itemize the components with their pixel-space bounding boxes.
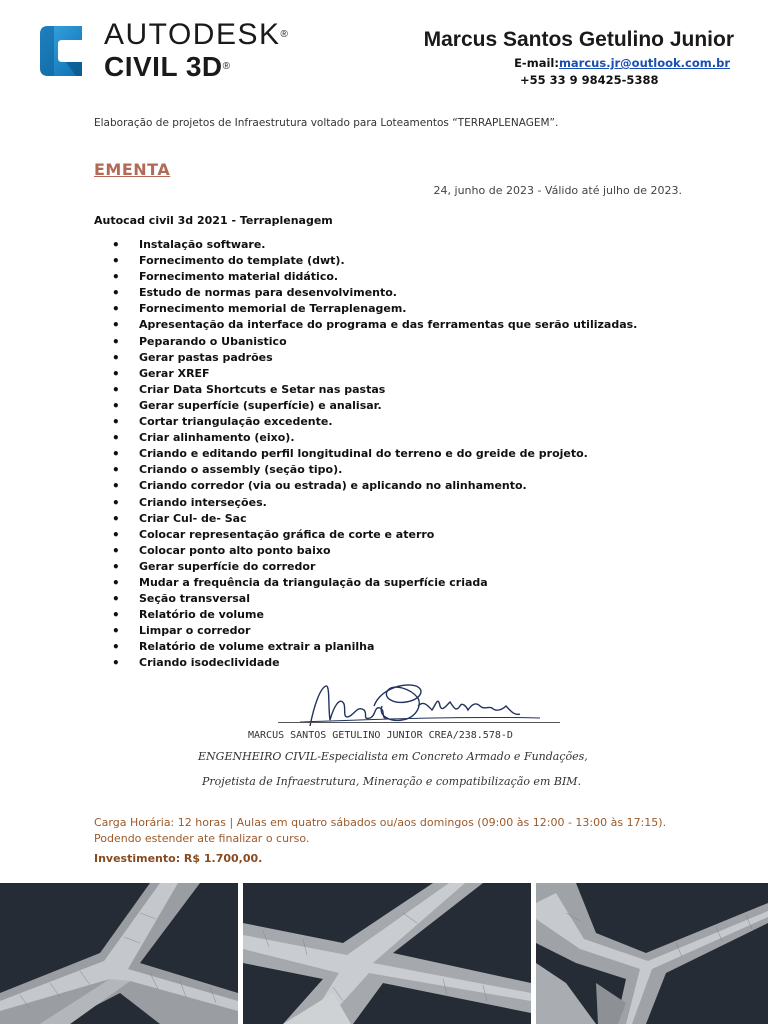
email-line bbox=[514, 56, 730, 70]
email-label: E-mail: bbox=[514, 56, 559, 70]
phone-number: +55 33 9 98425-5388 bbox=[520, 73, 659, 87]
list-item: • Gerar superfície (superfície) e analisar. bbox=[112, 398, 637, 414]
brand-line-civil3d: CIVIL 3D® bbox=[104, 51, 231, 82]
person-name: Marcus Santos Getulino Junior bbox=[423, 28, 734, 51]
signature-title-line-2: Projetista de Infraestrutura, Mineração e compatibilização em BIM. bbox=[202, 775, 582, 788]
list-item: • Peparando o Ubanistico bbox=[112, 334, 637, 350]
course-title: Autocad civil 3d 2021 - Terraplenagem bbox=[94, 214, 333, 227]
list-item: • Criando interseções. bbox=[112, 495, 637, 511]
intro-text: Elaboração de projetos de Infraestrutura voltado para Loteamentos “TERRAPLENAGEM”. bbox=[94, 117, 559, 129]
list-item: • Instalação software. bbox=[112, 237, 637, 253]
ementa-heading: EMENTA bbox=[94, 160, 171, 179]
list-item: • Colocar representação gráfica de corte e aterro bbox=[112, 527, 637, 543]
list-item: • Criar Data Shortcuts e Setar nas pastas bbox=[112, 382, 637, 398]
list-item: • Limpar o corredor bbox=[112, 623, 637, 639]
road-render-2 bbox=[243, 883, 531, 1024]
signature-line bbox=[278, 722, 560, 723]
list-item: • Gerar XREF bbox=[112, 366, 637, 382]
civil3d-logo-icon bbox=[38, 22, 88, 80]
handwritten-signature bbox=[270, 676, 570, 732]
list-item: • Fornecimento memorial de Terraplenagem. bbox=[112, 301, 637, 317]
list-item: • Fornecimento do template (dwt). bbox=[112, 253, 637, 269]
list-item: • Estudo de normas para desenvolvimento. bbox=[112, 285, 637, 301]
syllabus-list bbox=[112, 237, 637, 672]
list-item: • Criando e editando perfil longitudinal do terreno e do greide de projeto. bbox=[112, 446, 637, 462]
list-item: • Gerar superfície do corredor bbox=[112, 559, 637, 575]
list-item: • Criando corredor (via ou estrada) e aplicando no alinhamento. bbox=[112, 478, 637, 494]
schedule-line-1: Carga Horária: 12 horas | Aulas em quatro sábados ou/aos domingos (09:00 às 12:00 - 13:00 às 17:15). bbox=[94, 816, 667, 829]
list-item: • Criando isodeclividade bbox=[112, 655, 637, 671]
schedule-line-2: Podendo estender ate finalizar o curso. bbox=[94, 832, 310, 845]
road-render-1 bbox=[0, 883, 238, 1024]
list-item: • Seção transversal bbox=[112, 591, 637, 607]
road-render-3 bbox=[536, 883, 768, 1024]
road-renders-strip bbox=[0, 883, 768, 1024]
brand-line-autodesk: AUTODESK® bbox=[104, 18, 290, 51]
email-link[interactable]: marcus.jr@outlook.com.br bbox=[558, 56, 730, 70]
list-item: • Relatório de volume bbox=[112, 607, 637, 623]
list-item: • Gerar pastas padrões bbox=[112, 350, 637, 366]
list-item: • Cortar triangulação excedente. bbox=[112, 414, 637, 430]
signature-title-line-1: ENGENHEIRO CIVIL-Especialista em Concreto Armado e Fundações, bbox=[198, 750, 588, 763]
signature-name: MARCUS SANTOS GETULINO JUNIOR CREA/238.578-D bbox=[248, 730, 513, 741]
autodesk-civil3d-logo bbox=[38, 20, 288, 82]
list-item: • Criar alinhamento (eixo). bbox=[112, 430, 637, 446]
list-item: • Mudar a frequência da triangulação da superfície criada bbox=[112, 575, 637, 591]
list-item: • Criando o assembly (seção tipo). bbox=[112, 462, 637, 478]
list-item: • Fornecimento material didático. bbox=[112, 269, 637, 285]
list-item: • Relatório de volume extrair a planilha bbox=[112, 639, 637, 655]
list-item: • Colocar ponto alto ponto baixo bbox=[112, 543, 637, 559]
date-line: 24, junho de 2023 - Válido até julho de 2023. bbox=[433, 184, 682, 197]
list-item: • Criar Cul- de- Sac bbox=[112, 511, 637, 527]
investment-price: Investimento: R$ 1.700,00. bbox=[94, 852, 263, 865]
list-item: • Apresentação da interface do programa e das ferramentas que serão utilizadas. bbox=[112, 317, 637, 333]
schedule-text bbox=[94, 815, 666, 847]
